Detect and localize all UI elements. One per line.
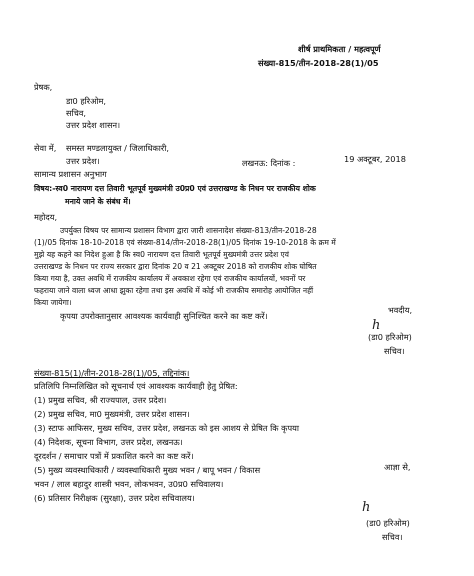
date-value: 19 अक्टूबर, 2018 (344, 154, 406, 164)
body-line-6: फहराया जाने वाला ध्वज आधा झुका रहेगा तथा इस अवधि में कोई भी राजकीय समारोह आयोजित नहीं (34, 286, 314, 295)
sender-label: प्रेषक, (34, 82, 53, 92)
section-name: सामान्य प्रशासन अनुभाग (34, 169, 107, 179)
closing-name: (डा0 हरिओम) (368, 332, 412, 342)
copy-intro: प्रतिलिपि निम्नलिखित को सूचनार्थ एवं आवश्यक कार्यवाही हेतु प्रेषित: (34, 381, 238, 391)
request-line: कृपया उपरोक्तानुसार आवश्यक कार्यवाही सुनिश्चित करने का कष्ट करें। (60, 311, 268, 321)
copy-item-3: (3) स्टाफ आफिसर, मुख्य सचिव, उत्तर प्रदेश, लखनऊ को इस आशय से प्रेषित कि कृपया (34, 423, 299, 433)
body-line-4: उत्तराखण्ड के निधन पर राज्य सरकार द्वारा दिनांक 20 व 21 अक्टूबर 2018 को राजकीय शोक घोषित (34, 262, 317, 271)
subject-line-2: मनाये जाने के संबंध में। (65, 197, 131, 206)
date-label: लखनऊ: दिनांक : (242, 158, 296, 168)
recipient-line-1: समस्त मण्डलायुक्त / जिलाधिकारी, (66, 143, 169, 153)
copy-item-5: (5) मुख्य व्यवस्थाधिकारी / व्यवस्थाधिकारी मुख्य भवन / बापू भवन / विकास (34, 465, 261, 475)
order-line: आज्ञा से, (384, 462, 411, 472)
recipient-line-2: उत्तर प्रदेश। (66, 156, 100, 166)
priority-label: शीर्ष प्राथमिकता / महत्वपूर्ण (298, 44, 381, 54)
sender-office: उत्तर प्रदेश शासन। (66, 120, 121, 130)
copy-item-2: (2) प्रमुख सचिव, मा0 मुख्यमंत्री, उत्तर प्रदेश शासन। (34, 409, 190, 419)
signature-mark: h (372, 318, 381, 333)
copy-signature-mark: h (362, 500, 371, 515)
body-line-5: किया गया है, उक्त अवधि में राजकीय कार्यालय में अवकाश रहेगा एवं राजकीय कार्यालयों, भवनों पर (34, 274, 306, 283)
body-line-2: (1)/05 दिनांक 18-10-2018 एवं संख्या-814/तीन-2018-28(1)/05 दिनांक 19-10-2018 के क्रम में (34, 238, 336, 247)
sender-name: डा0 हरिओम, (66, 96, 107, 106)
reference-number: संख्या-815/तीन-2018-28(1)/05 (258, 58, 379, 68)
body-line-7: किया जायेगा। (34, 298, 72, 307)
recipient-label: सेवा में, (34, 143, 57, 153)
body-line-3: मुझे यह कहने का निदेश हुआ है कि स्व0 नारायण दत्त तिवारी भूतपूर्व मुख्यमंत्री उत्तर प्रदेश एवं (34, 250, 289, 259)
copy-signer-designation: सचिव। (382, 532, 403, 542)
salutation: महोदय, (34, 212, 58, 222)
copy-item-6: (6) प्रतिसार निरीक्षक (सुरक्षा), उत्तर प्रदेश सचिवालय। (34, 493, 195, 503)
copy-item-4: (4) निदेशक, सूचना विभाग, उत्तर प्रदेश, लखनऊ। (34, 437, 183, 447)
copy-item-4-cont: दूरदर्शन / समाचार पत्रों में प्रकाशित करने का कष्ट करें। (34, 451, 194, 461)
copy-item-5-cont: भवन / लाल बहादुर शास्त्री भवन, लोकभवन, उ0प्र0 सचिवालय। (34, 479, 224, 489)
copy-item-1: (1) प्रमुख सचिव, श्री राज्यपाल, उत्तर प्रदेश। (34, 395, 167, 405)
closing-sincerely: भवदीय, (388, 305, 413, 315)
subject-line-1: विषय:-स्व0 नारायण दत्त तिवारी भूतपूर्व मुख्यमंत्री उ0प्र0 एवं उत्तराखण्ड के निधन पर राजकीय शोक (34, 184, 316, 193)
copy-signer-name: (डा0 हरिओम) (366, 518, 410, 528)
body-line-1: उपर्युक्त विषय पर सामान्य प्रशासन विभाग द्वारा जारी शासनादेश संख्या-813/तीन-2018-28 (60, 226, 317, 235)
sender-designation: सचिव, (66, 108, 87, 118)
copy-reference: संख्या-815(1)/तीन-2018-28(1)/05, तद्दिनांक। (34, 368, 190, 378)
closing-designation: सचिव। (384, 346, 405, 356)
